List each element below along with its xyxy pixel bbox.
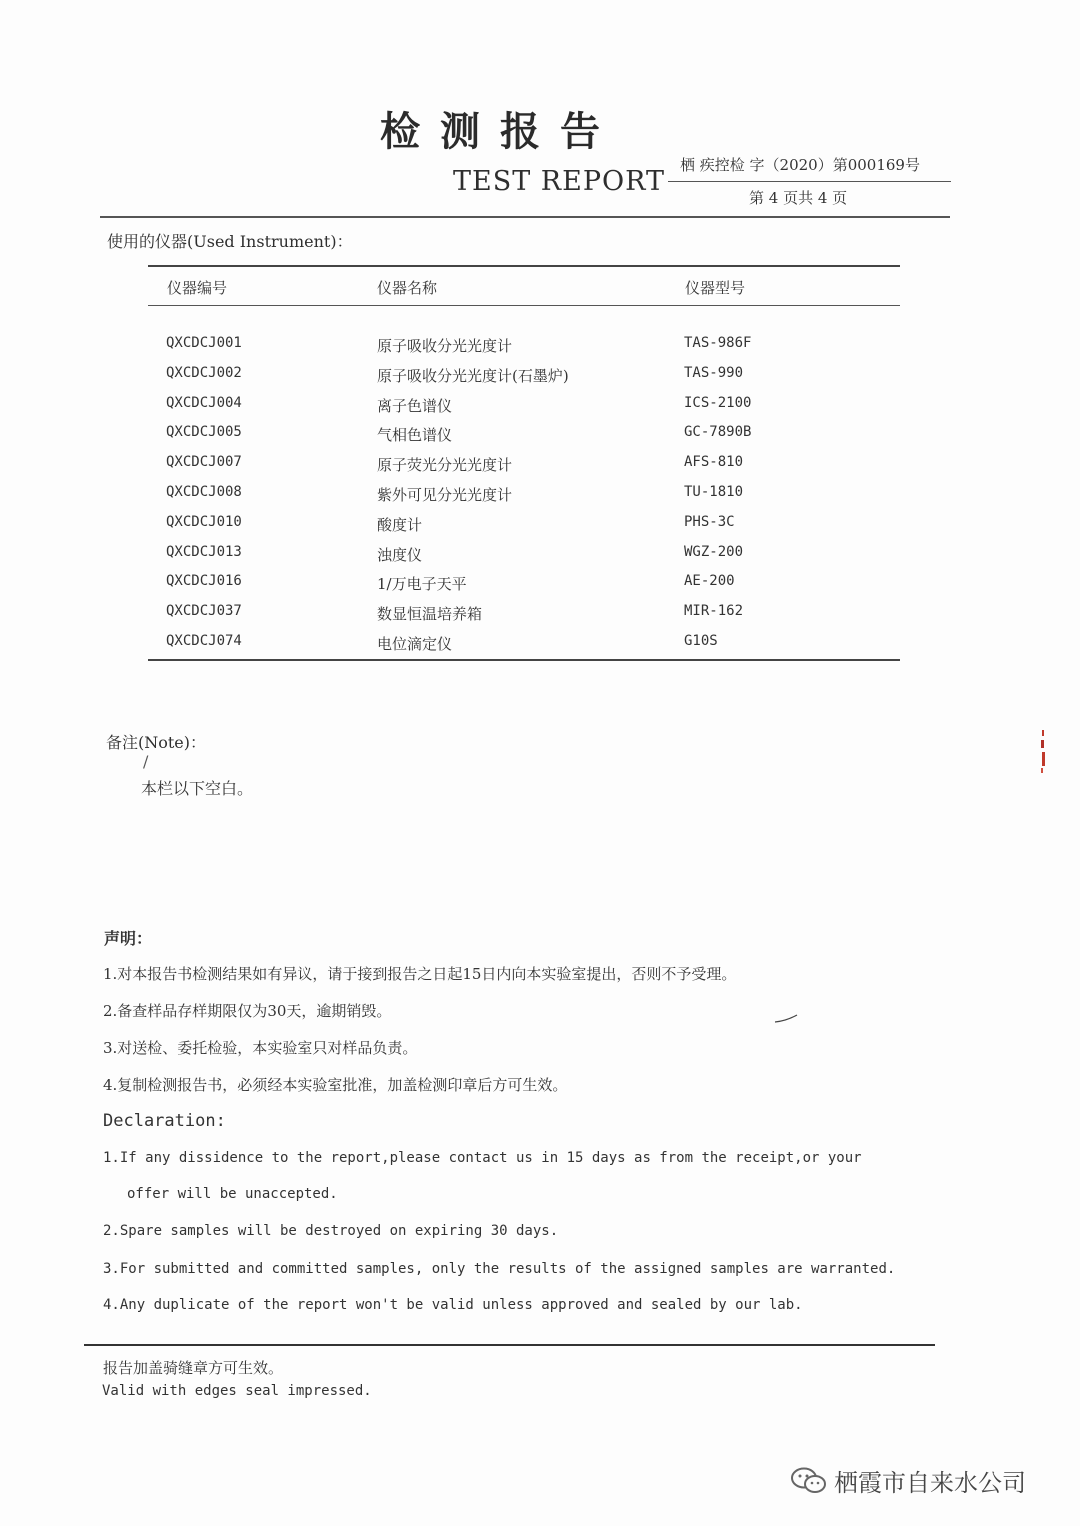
- instrument-name: 原子吸收分光光度计: [377, 337, 513, 355]
- note-text: 本栏以下空白。: [141, 779, 254, 798]
- declaration-cn-heading: 声明：: [104, 929, 153, 948]
- table-row: [0, 454, 1080, 484]
- instrument-name: 原子吸收分光光度计(石墨炉): [377, 366, 569, 385]
- pen-mark: [774, 1012, 798, 1024]
- table-row: [0, 335, 1080, 365]
- declaration-en-item-4: 4.Any duplicate of the report won't be valid unless approved and sealed by our lab.: [103, 1297, 803, 1313]
- declaration-en-item-1-cont: offer will be unaccepted.: [127, 1186, 338, 1202]
- declaration-en-item-2: 2.Spare samples will be destroyed on expiring 30 days.: [103, 1223, 559, 1239]
- instrument-id: QXCDCJ008: [166, 483, 242, 500]
- instrument-model: TAS-986F: [684, 335, 752, 351]
- instrument-id: QXCDCJ010: [166, 513, 242, 530]
- instrument-id: QXCDCJ074: [166, 632, 242, 649]
- column-header-id: 仪器编号: [167, 279, 228, 297]
- report-number: 栖 疾控检 字（2020）第000169号: [680, 156, 920, 174]
- table-row: [0, 424, 1080, 454]
- instrument-model: AE-200: [684, 573, 735, 590]
- instrument-name: 浊度仪: [377, 545, 423, 564]
- column-header-model: 仪器型号: [685, 279, 746, 297]
- instrument-id: QXCDCJ004: [166, 394, 242, 411]
- table-row: [0, 544, 1080, 574]
- instrument-id: QXCDCJ016: [166, 573, 242, 590]
- report-title-en: TEST REPORT: [453, 166, 666, 197]
- instruments-heading: 使用的仪器(Used Instrument)：: [107, 232, 353, 251]
- instrument-model: GC-7890B: [684, 424, 752, 441]
- instrument-model: PHS-3C: [684, 513, 735, 530]
- declaration-cn-item-3: 3.对送检、委托检验，本实验室只对样品负责。: [103, 1039, 418, 1057]
- note-slash: /: [143, 752, 149, 771]
- instrument-name: 酸度计: [377, 515, 423, 534]
- instrument-name: 离子色谱仪: [377, 396, 453, 415]
- instrument-model: ICS-2100: [684, 394, 752, 411]
- instrument-model: AFS-810: [684, 454, 744, 471]
- instrument-name: 数显恒温培养箱: [377, 605, 483, 624]
- instrument-name: 原子荧光分光光度计: [377, 456, 513, 475]
- watermark: [790, 1463, 1026, 1498]
- table-row: [0, 484, 1080, 514]
- report-title-cn: 检测报告: [380, 108, 620, 155]
- page-info: 第 4 页共 4 页: [749, 189, 848, 207]
- instrument-name: 气相色谱仪: [377, 426, 453, 445]
- instrument-model: G10S: [684, 632, 718, 649]
- instrument-id: QXCDCJ005: [166, 424, 242, 441]
- table-row: [0, 603, 1080, 633]
- footer-note-cn: 报告加盖骑缝章方可生效。: [103, 1359, 284, 1377]
- edge-seal-mark: [1040, 730, 1046, 774]
- declaration-cn-item-1: 1.对本报告书检测结果如有异议，请于接到报告之日起15日内向本实验室提出，否则不予受理。: [103, 965, 737, 983]
- instrument-name: 电位滴定仪: [377, 634, 453, 653]
- table-row: [0, 395, 1080, 425]
- instrument-name: 紫外可见分光光度计: [377, 485, 513, 504]
- instrument-id: QXCDCJ002: [166, 364, 242, 381]
- instrument-model: TAS-990: [684, 364, 744, 381]
- instrument-table-body: [0, 335, 1080, 663]
- table-row: [0, 514, 1080, 544]
- instrument-id: QXCDCJ007: [166, 454, 242, 471]
- instrument-id: QXCDCJ001: [166, 335, 242, 351]
- declaration-en-item-1: 1.If any dissidence to the report,please contact us in 15 days as from the receipt,or your: [103, 1150, 862, 1166]
- table-top-rule: [148, 265, 900, 267]
- declaration-cn-item-4: 4.复制检测报告书，必须经本实验室批准，加盖检测印章后方可生效。: [103, 1076, 568, 1094]
- instrument-id: QXCDCJ037: [166, 603, 242, 620]
- watermark-text: 栖霞市自来水公司: [834, 1469, 1026, 1497]
- instrument-model: MIR-162: [684, 603, 744, 620]
- table-row: [0, 365, 1080, 395]
- declaration-en-heading: Declaration:: [103, 1111, 226, 1131]
- column-header-name: 仪器名称: [377, 279, 438, 297]
- declaration-cn-item-2: 2.备查样品存样期限仅为30天，逾期销毁。: [103, 1002, 392, 1020]
- instrument-model: TU-1810: [684, 483, 744, 500]
- instrument-id: QXCDCJ013: [166, 543, 242, 560]
- table-row: [0, 573, 1080, 603]
- footer-rule: [84, 1344, 935, 1346]
- instrument-model: WGZ-200: [684, 543, 744, 560]
- note-heading: 备注(Note)：: [106, 733, 207, 752]
- wechat-icon: [790, 1466, 828, 1496]
- declaration-en-item-3: 3.For submitted and committed samples, only the results of the assigned samples are warranted.: [103, 1261, 896, 1277]
- instrument-name: 1/万电子天平: [377, 575, 467, 594]
- footer-note-en: Valid with edges seal impressed.: [102, 1383, 372, 1399]
- header-divider: [668, 181, 951, 182]
- table-header-rule: [148, 305, 900, 306]
- header-rule: [100, 216, 950, 218]
- table-bottom-rule: [148, 659, 900, 661]
